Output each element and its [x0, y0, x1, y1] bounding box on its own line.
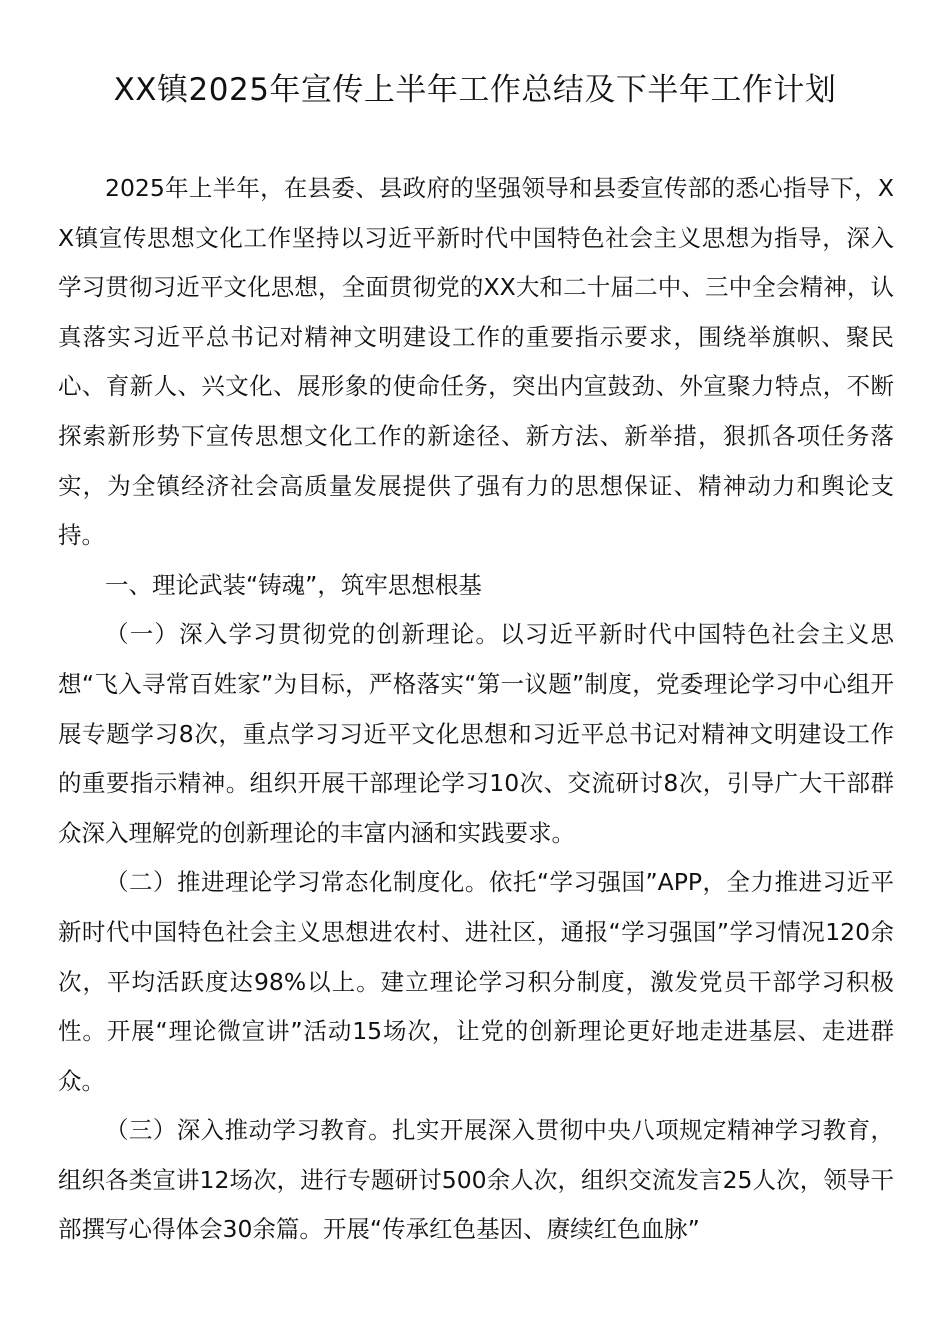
document-body: [58, 164, 894, 1255]
document-title: XX镇2025年宣传上半年工作总结及下半年工作计划: [113, 72, 837, 108]
paragraph-2: （二）推进理论学习常态化制度化。依托“学习强国”APP，全力推进习近平新时代中国特色社会主义思想进农村、进社区，通报“学习强国”学习情况120余次，平均活跃度达98%以上。建立理论学习积分制度，激发党员干部学习积极性。开展“理论微宣讲”活动15场次，让党的创新理论更好地走进基层、走进群众。: [58, 868, 894, 1095]
paragraph-3: （三）深入推动学习教育。扎实开展深入贯彻中央八项规定精神学习教育，组织各类宣讲12场次，进行专题研讨500余人次，组织交流发言25人次，领导干部撰写心得体会30余篇。开展“传承红色基因、赓续红色血脉”: [58, 1116, 894, 1244]
paragraph-1: （一）深入学习贯彻党的创新理论。以习近平新时代中国特色社会主义思想“飞入寻常百姓家”为目标，严格落实“第一议题”制度，党委理论学习中心组开展专题学习8次，重点学习习近平文化思想和习近平总书记对精神文明建设工作的重要指示精神。组织开展干部理论学习10次、交流研讨8次，引导广大干部群众深入理解党的创新理论的丰富内涵和实践要求。: [58, 620, 894, 847]
section-heading-1: 一、理论武装“铸魂”，筑牢思想根基: [105, 570, 482, 599]
intro-paragraph: 2025年上半年，在县委、县政府的坚强领导和县委宣传部的悉心指导下，XX镇宣传思想文化工作坚持以习近平新时代中国特色社会主义思想为指导，深入学习贯彻习近平文化思想，全面贯彻党的XX大和二十届二中、三中全会精神，认真落实习近平总书记对精神文明建设工作的重要指示要求，围绕举旗帜、聚民心、育新人、兴文化、展形象的使命任务，突出内宣鼓劲、外宣聚力特点，不断探索新形势下宣传思想文化工作的新途径、新方法、新举措，狠抓各项任务落实，为全镇经济社会高质量发展提供了强有力的思想保证、精神动力和舆论支持。: [58, 174, 894, 550]
